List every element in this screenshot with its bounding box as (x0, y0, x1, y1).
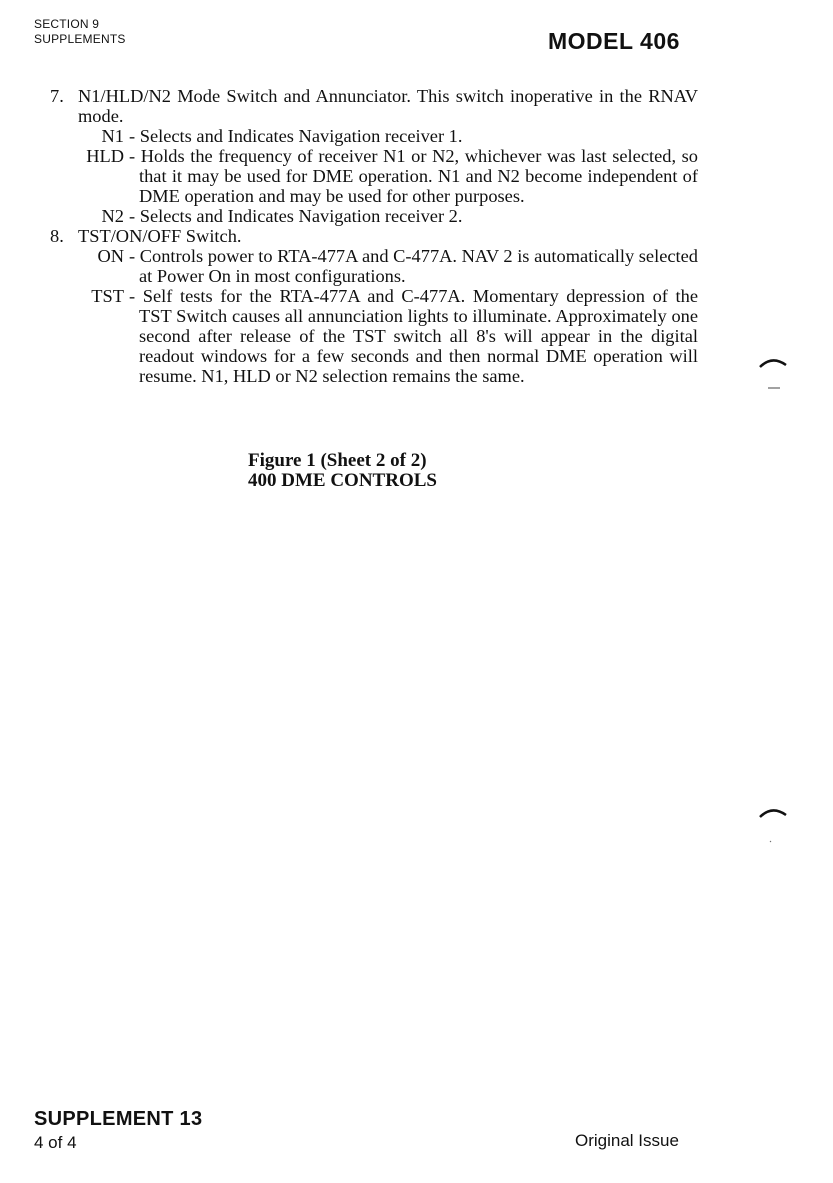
list-item-7 (50, 86, 698, 126)
subitem-description: - Selects and Indicates Navigation receiver 1. (129, 126, 463, 146)
section-header (34, 17, 126, 47)
figure-caption-line1: Figure 1 (Sheet 2 of 2) (248, 450, 427, 471)
subitem-description: - Self tests for the RTA-477A and C-477A. Momentary depression of the TST Switch causes all annunciation lights to illuminate. Approximately one second after release of the TST switch all 8's will appear in the digital readout windows for a few seconds and then normal DME operation will resume. N1, HLD or N2 selection remains the same. (129, 286, 698, 386)
subitem-term: N2 (101, 206, 124, 226)
subitem-n1 (78, 126, 698, 146)
footer-supplement: SUPPLEMENT 13 (34, 1108, 203, 1130)
subitem-hld (78, 146, 698, 206)
binder-hole-mark-upper (758, 355, 792, 395)
section-label: SECTION 9 (34, 17, 100, 31)
item-text: N1/HLD/N2 Mode Switch and Annunciator. This switch inoperative in the RNAV mode. (78, 86, 698, 126)
figure-caption-line2: 400 DME CONTROLS (248, 470, 437, 491)
subitem-term: TST (91, 286, 124, 306)
list-item-8 (50, 226, 698, 246)
subitem-term: N1 (101, 126, 124, 146)
subitem-description: - Controls power to RTA-477A and C-477A. NAV 2 is automatically selected at Power On in most configurations. (129, 246, 698, 286)
subitem-description: - Holds the frequency of receiver N1 or N2, whichever was last selected, so that it may be used for DME operation. N1 and N2 become independent of DME operation and may be used for other purposes. (129, 146, 698, 206)
binder-hole-mark-lower (758, 805, 792, 845)
subitem-on (78, 246, 698, 286)
item-text: TST/ON/OFF Switch. (78, 226, 242, 246)
subitem-description-text: Selects and Indicates Navigation receiver 2. (139, 206, 463, 226)
model-title: MODEL 406 (548, 28, 680, 54)
body-text (50, 86, 698, 386)
subitem-tst (78, 286, 698, 386)
subitem-description-text: Self tests for the RTA-477A and C-477A. Momentary depression of the TST Switch causes all annunciation lights to illuminate. Approximately one second after release of the TST switch all 8's will appear in the digital readout windows for a few seconds and then normal DME operation will resume. N1, HLD or N2 selection remains the same. (139, 286, 698, 386)
figure-caption (248, 451, 437, 491)
footer-issue: Original Issue (575, 1131, 679, 1150)
subitem-description-text: Holds the frequency of receiver N1 or N2, whichever was last selected, so that it may be used for DME operation. N1 and N2 become independent of DME operation and may be used for other purposes. (139, 146, 698, 206)
subitem-description: - Selects and Indicates Navigation receiver 2. (129, 206, 463, 226)
subitem-n2 (78, 206, 698, 226)
subitem-description-text: Selects and Indicates Navigation receiver 1. (139, 126, 463, 146)
item-number: 8. (50, 226, 64, 246)
subsection-label: SUPPLEMENTS (34, 32, 126, 46)
item-number: 7. (50, 86, 64, 106)
subitem-term: HLD (86, 146, 124, 166)
footer-page-number: 4 of 4 (34, 1133, 77, 1152)
subitem-description-text: Controls power to RTA-477A and C-477A. NAV 2 is automatically selected at Power On in most configurations. (139, 246, 698, 286)
subitem-term: ON (97, 246, 124, 266)
